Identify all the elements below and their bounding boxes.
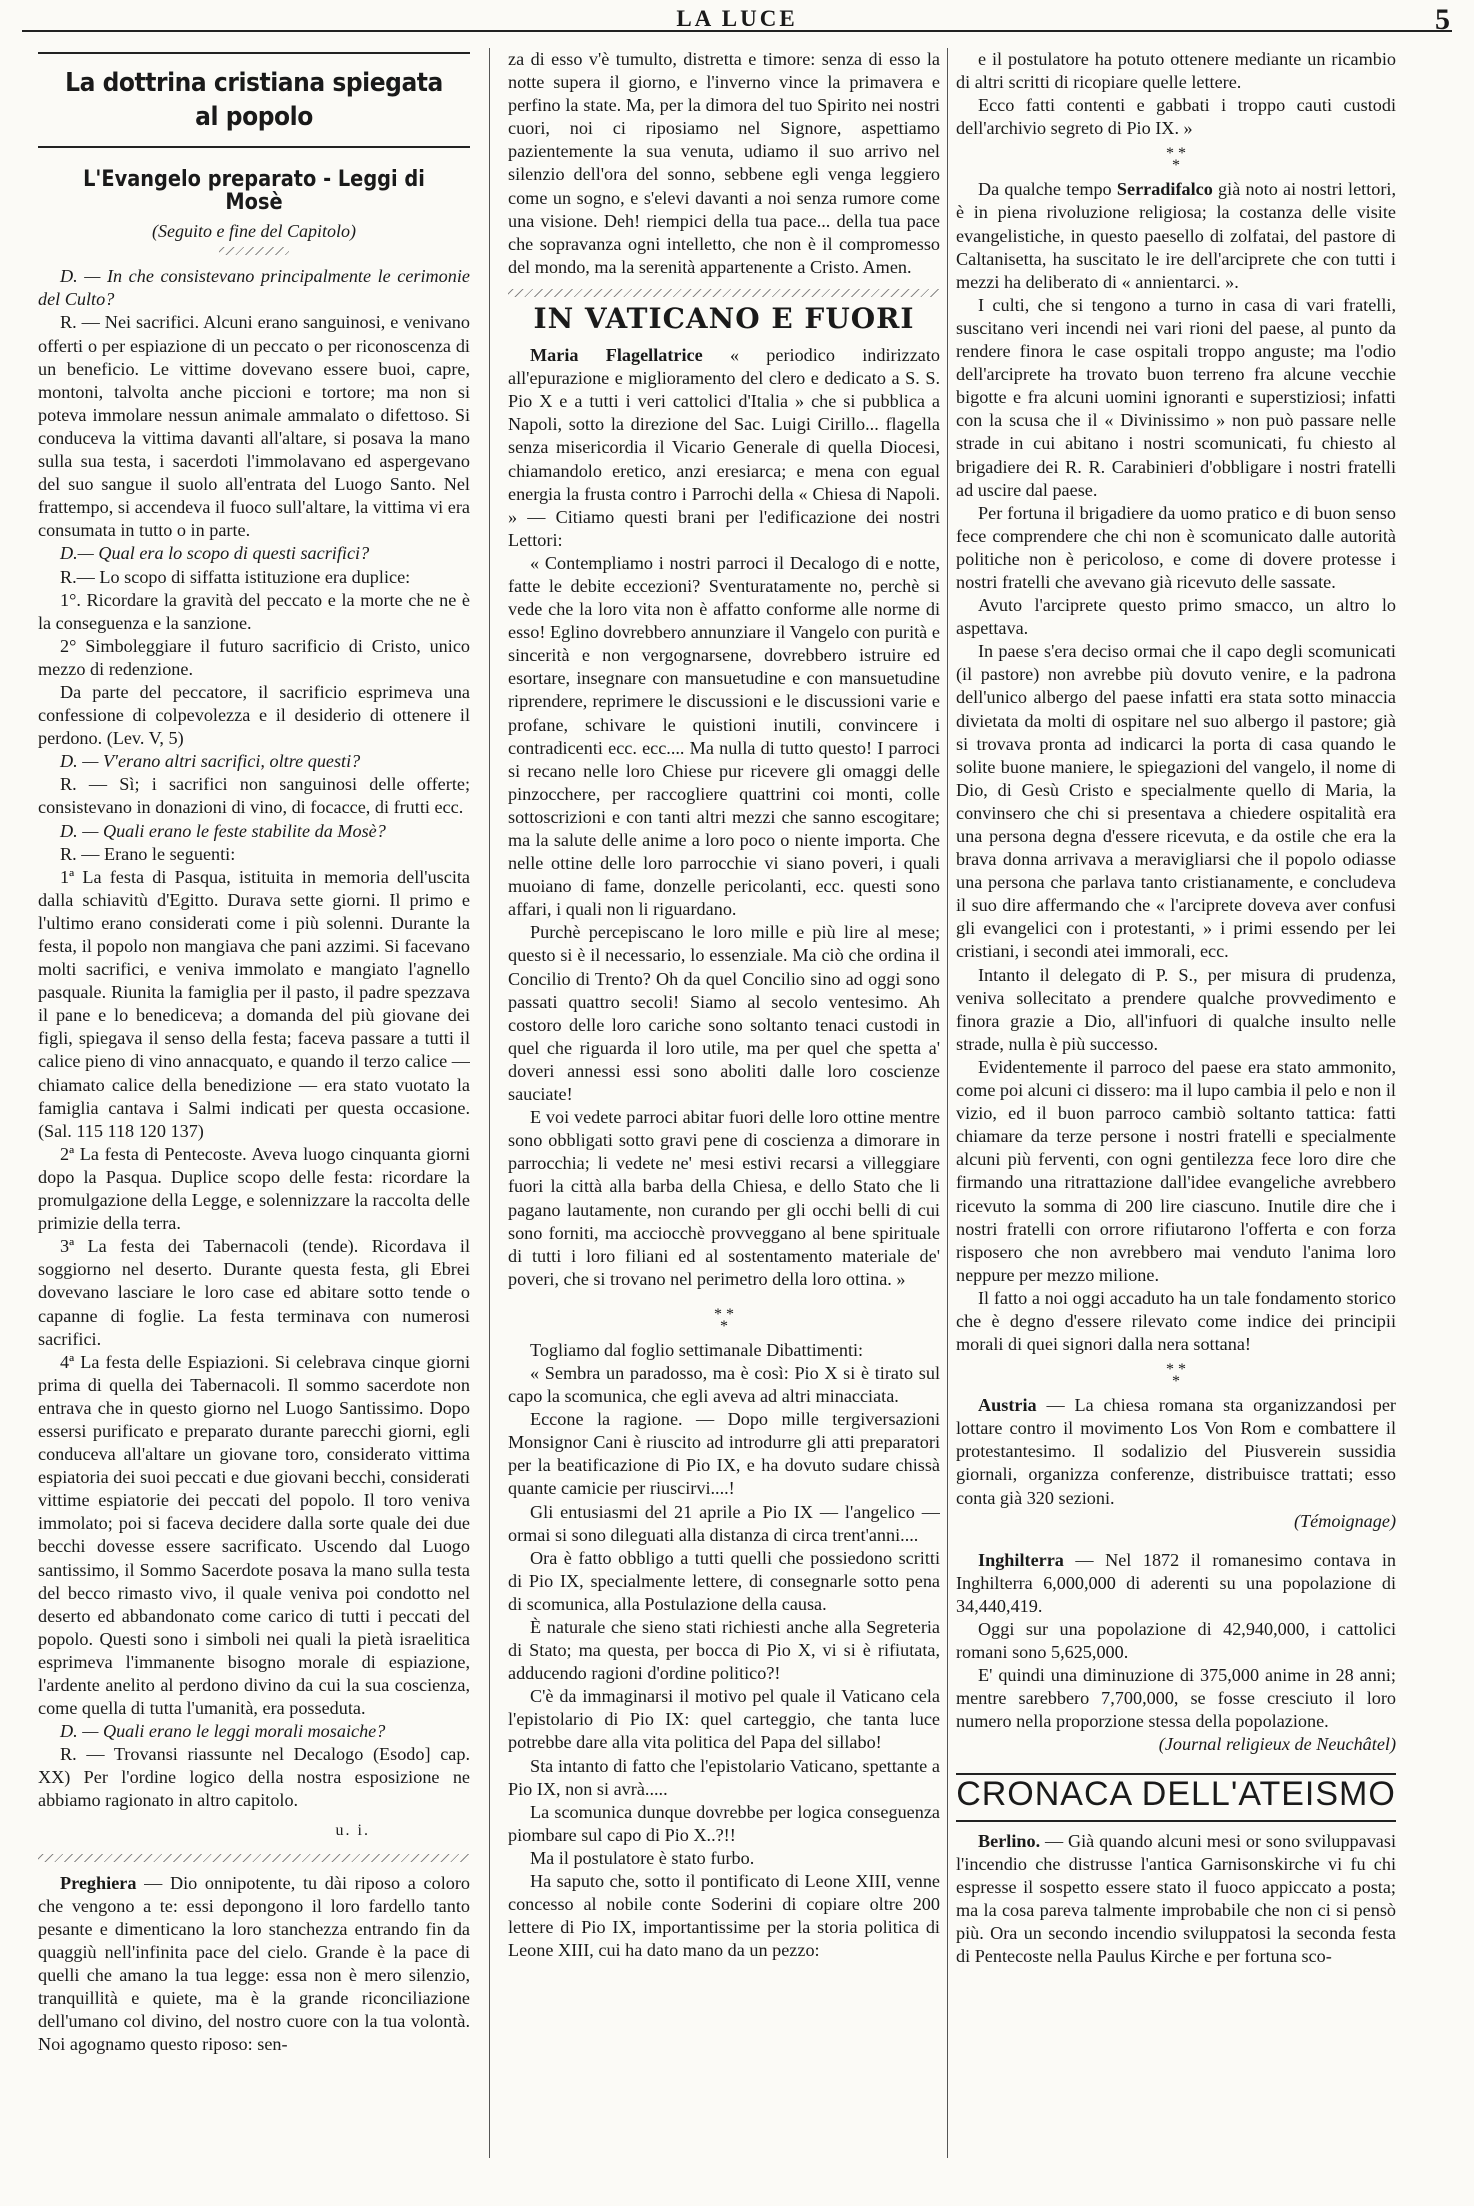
body-paragraph: Gli entusiasmi del 21 aprile a Pio IX — l'angelico — ormai si sono dileguati alla distanza di circa trent'anni.... (508, 1501, 940, 1545)
column-3 (956, 48, 1396, 2188)
headline-rule (38, 52, 470, 54)
austria-lead: Austria (978, 1395, 1037, 1416)
berlino-paragraph (956, 1830, 1396, 1969)
doctrine-paragraph: 1ª La festa di Pasqua, istituita in memoria dell'uscita dalla schiavitù d'Egitto. Durava sette giorni. Il primo e l'ultimo erano considerati come i più solenni. Durante la festa, il popolo non mangiava che pani azzimi. Si facevano molti sacrifici, e veniva immolato e mangiato l'agnello pasquale. Riunita la famiglia per il pasto, il padre spezzava il pane e lo benediceva; a domanda del più giovane dei figli, spiegava il senso della festa; faceva passare a tutti il calice pieno di vino annacquato, e quando il terzo calice — chiamato calice della benedizione — era stato vuotato la famiglia cantava i Salmi indicati per questa occasione. (Sal. 115 118 120 137) (38, 866, 470, 1141)
doctrine-paragraph: D. — Quali erano le feste stabilite da Mosè? (60, 820, 386, 841)
body-paragraph: e il postulatore ha potuto ottenere mediante un ricambio di altri scritti di ricopiare quelle lettere. (956, 49, 1396, 93)
body-paragraph: In paese s'era deciso ormai che il capo degli scomunicati (il pastore) non avrebbe più dovuto venire, e la padrona dell'unico albergo del paese infatti era stata sotto minaccia divietata da molti di ospitare nel suo albergo il pastore; già si trovava pronta ad indicarci la porta di casa quando le solite buone maniere, le spiegazioni del vangelo, il nome di Dio, di Gesù Cristo e specialmente quello di Maria, la convinsero che chi si presentava a chiedere ospitalità era una persona degna d'essere ricevuta, e da ostile che era la brava donna arrivava a meravigliarsi che il popolo odiasse una persona che parlava tanto cristianamente, e concludeva il suo dire affermando che « l'arciprete doveva aver confusi gli evangelici con i protestanti, » i primi essendo per lei cristiani, i secondi atei immorali, ecc. (956, 641, 1396, 962)
doctrine-paragraph: D. — In che consistevano principalmente le cerimonie del Culto? (38, 266, 470, 310)
preghiera-lead: Preghiera (60, 1872, 137, 1893)
body-paragraph: za di esso v'è tumulto, distretta e timore: senza di esso la notte supera il giorno, e l'inverno vince la primavera e perfino la state. Ma, per la dimora del tuo Spirito nei nostri cuori, noi ci riposiamo nel Signore, aspettiamo pazientemente la sua venuta, udiamo il suo arrivo nel silenzio dell'ora del sonno, sebbene egli venga leggiero come un sogno, e s'elevi davanti a noi senza rumore come una visione. Deh! riempici della tua pace... della tua pace che sopravanza ogni intelletto, che non è il compromesso del mondo, ma la serenità appartenente a Cristo. Amen. (508, 49, 940, 277)
inghilterra-body (956, 1618, 1396, 1733)
body-paragraph: Evidentemente il parroco del paese era stato ammonito, come poi alcuni ci dissero: ma il lupo cambia il pelo e non il vizio, ed il buon parroco cambiò soltanto tattica: fatti chiamare da terze persone i nostri fratelli e specialmente alcuni più ferventi, con ogni gentilezza fece loro dire che firmando una ritrattazione dall'idee evangeliche avrebbero ricevuto la somma di 200 lire ciascuno. Inutile dire che i nostri fratelli con orrore rifiutarono l'offerta e con forza risposero che non avrebbero mai venduto l'anima loro neppure per mezzo milione. (956, 1056, 1396, 1285)
doctrine-paragraph: 2° Simboleggiare il futuro sacrificio di Cristo, unico mezzo di redenzione. (38, 635, 470, 679)
doctrine-paragraph: 4ª La festa delle Espiazioni. Si celebrava cinque giorni prima di quella dei Tabernacoli. Il sommo sacerdote non entrava che in questo giorno nel Luogo Santissimo. Dopo essersi purificato e preparato durante parecchi giorni, egli conduceva all'altare un giovane toro, considerato vittima espiatoria dei suoi peccati e due giovani becchi, considerati vittime espiatorie dei peccati del popolo. Il toro veniva immolato; poi si faceva decidere dalla sorte quale dei due becchi dovesse essere sacrificato. Uscendo dal Luogo santissimo, il Sommo Sacerdote posava la mano sulla testa del becco rimasto vivo, il quale veniva poi condotto nel deserto ed abbandonato come carico di tutti i peccati del popolo. Questi sono i simboli nei quali la pietà israelitica esprimeva l'immanente bisogno morale di espiazione, l'ardente anelito al perdono divino da cui la sua coscienza, come quella di tutta l'umanità, era posseduta. (38, 1351, 470, 1719)
doctrine-paragraph: R.— Lo scopo di siffatta istituzione era duplice: (60, 566, 411, 587)
maria-text: « periodico indirizzato all'epurazione e miglioramento del clero e dedicato a S. S. Pio X e a tutti i veri cattolici d'Italia » che si pubblica a Napoli, sotto la direzione del Sac. Luigi Cirillo... flagella senza misericordia il Vicario Generale di quella Diocesi, chiamandolo eretico, anzi eresiarca; e mena con egual energia la frusta contro i Parrochi della « Chiesa di Napoli. » — Citiamo questi brani per l'edificazione dei nostri Lettori: (508, 345, 940, 550)
asterism: * * * (1166, 1361, 1186, 1391)
column-2 (508, 48, 940, 2188)
preghiera-text: — Dio onnipotente, tu dài riposo a coloro che vengono a te: essi depongono il loro fardello tanto pesante e dimenticano la loro stanchezza entrando fin da quaggiù nell'infinita pace del cielo. Grande è la pace di quelli che amano la tua legge: essa non è mero silenzio, tranquillità e quiete, ma è la grande riconciliazione dell'umano col divino, del nostro cuore con la tua volontà. Noi agognamo questo riposo: sen- (38, 1872, 470, 2055)
preghiera-continuation (508, 48, 940, 279)
doctrine-headline: La dottrina cristiana spiegata al popolo (65, 68, 443, 132)
doctrine-body (38, 265, 470, 1812)
headline-rule (38, 146, 470, 148)
body-paragraph: Ora è fatto obbligo a tutti quelli che possiedono scritti di Pio IX, specialmente lettere, di consegnarle sotto pena di scomunica, alla Postulazione della causa. (508, 1547, 940, 1614)
asterism: * * * (714, 1305, 734, 1335)
serradifalco-body (956, 294, 1396, 1356)
headline-rule (956, 1820, 1396, 1822)
austria-paragraph (956, 1394, 1396, 1509)
body-paragraph: I culti, che si tengono a turno in casa di vari fratelli, suscitano veri incendi nei vari rioni del paese, al punto da rendere finora le case ospitali troppo anguste; ma l'odio dell'arciprete ha trovato buon terreno fra alcune vecchie bigotte e fra alcuni uomini ignoranti e superstiziosi; infatti con la scusa che il « Divinissimo » non può passare nelle strade in cui abitano i nostri scomunicati, fu chiesto al brigadiere dei R. R. Carabinieri d'obbligare i nostri fratelli ad uscire dal paese. (956, 294, 1396, 500)
body-paragraph: La scomunica dunque dovrebbe per logica conseguenza piombare sul capo di Pio X..?!! (508, 1801, 940, 1845)
doctrine-paragraph: R. — Trovansi riassunte nel Decalogo (Esodo] cap. XX) Per l'ordine logico della nostra esposizione ne abbiamo ragionato in altro capitolo. (38, 1744, 470, 1811)
doctrine-paragraph: R. — Sì; i sacrifici non sanguinosi delle offerte; consistevano in donazioni di vino, di focacce, di frutti ecc. (38, 774, 470, 818)
body-paragraph: Oggi sur una popolazione di 42,940,000, i cattolici romani sono 5,625,000. (956, 1619, 1396, 1663)
doctrine-paragraph: 2ª La festa di Pentecoste. Aveva luogo cinquanta giorni dopo la Pasqua. Duplice scopo delle festa: ricordare la promulgazione della Legge, e solennizzare la raccolta delle primizie della terra. (38, 1143, 470, 1234)
vatican-headline: IN VATICANO E FUORI (533, 301, 915, 335)
dibattimenti-article (508, 1339, 940, 1963)
body-paragraph: Il fatto a noi oggi accaduto ha un tale fondamento storico che è degno d'essere rilevato come indice dei principii morali di quei signori dalla nera sottana! (956, 1287, 1396, 1355)
ornament-divider (219, 247, 289, 255)
body-paragraph: Togliamo dal foglio settimanale Dibattimenti: (530, 1339, 864, 1360)
body-paragraph: Sta intanto di fatto che l'epistolario Vaticano, spettante a Pio IX, non si avrà..... (508, 1755, 940, 1799)
preghiera-paragraph (38, 1872, 470, 2057)
body-paragraph: Eccone la ragione. — Dopo mille tergiversazioni Monsignor Cani è riuscito ad introdurre gli atti preparatori per la beatificazione di Pio IX, e ha dovuto sudare chissà quante camicie per riuscirvi....! (508, 1409, 940, 1499)
inghilterra-paragraph (956, 1549, 1396, 1618)
body-paragraph: C'è da immaginarsi il motivo pel quale il Vaticano cela l'epistolario di Pio IX: quel carteggio, che tanta luce potrebbe dare alla vita politica del Papa del sillabo! (508, 1686, 940, 1753)
cronaca-headline: CRONACA DELL'ATEISMO (956, 1774, 1396, 1813)
ornament-divider (508, 289, 940, 297)
doctrine-paragraph: R. — Nei sacrifici. Alcuni erano sanguinosi, e venivano offerti o per espiazione di un peccato o per riconoscenza di un beneficio. Le vittime dovevano essere buoi, capre, montoni, talvolta anche piccioni e tortore; ma non si poteva immolare nessun animale ammalato o difettoso. Si conduceva la vittima davanti all'altare, si posava la mano sulla sua testa, i sacerdoti l'immolavano ed aspergevano del suo sangue il suolo all'entrata del Luogo Santo. Nel frattempo, si accendeva il fuoco sull'altare, la vittima vi era consumata in tutto o in parte. (38, 312, 470, 541)
pio-continuation (956, 48, 1396, 140)
body-paragraph: Purchè percepiscano le loro mille e più lire al mese; questo si è il necessario, lo essenziale. Ma ciò che ordina il Concilio di Trento? Oh da quel Concilio sino ad oggi sono passati quattro secoli! Siamo al secolo ventesimo. Ah costoro delle loro cariche sono soltanto tenaci custodi in quel che riguarda il loro utile, ma per quel che spetta a' doveri annessi essi sono aboliti dalle loro coscienze sauciate! (508, 922, 940, 1105)
column-1 (38, 48, 470, 2188)
body-paragraph: E' quindi una diminuzione di 375,000 anime in 28 anni; mentre sarebbero 7,700,000, se fosse cresciuto il loro numero nella proporzione stessa della popolazione. (956, 1665, 1396, 1732)
austria-source: (Témoignage) (1293, 1510, 1396, 1531)
berlino-text: — Già quando alcuni mesi or sono sviluppavasi l'incendio che distrusse l'antica Garnisonskirche vi fu chi espresse il sospetto essere stato il fuoco appiccato a posta; ma la cosa pareva talmente improbabile che non ci si pensò più. Ora un secondo incendio sviluppatosi la seconda festa di Pentecoste nella Paulus Kirche e per fortuna sco- (956, 1830, 1396, 1967)
ornament-divider (38, 1854, 470, 1862)
body-paragraph: Ha saputo che, sotto il pontificato di Leone XIII, venne concesso al nobile conte Soderini di copiare oltre 200 lettere di Pio IX, importantissime per la storia politica di Leone XIII, cui ha dato mano da un pezzo: (508, 1871, 940, 1961)
body-paragraph: « Sembra un paradosso, ma è così: Pio X si è tirato sul capo la scomunica, che egli aveva ad altri minacciata. (508, 1362, 940, 1407)
doctrine-paragraph: D. — Quali erano le leggi morali mosaiche? (60, 1721, 386, 1742)
newspaper-title: LA LUCE (676, 6, 798, 31)
doctrine-paragraph: D. — V'erano altri sacrifici, oltre questi? (60, 751, 361, 772)
column-divider (489, 48, 490, 2158)
berlino-lead: Berlino. (978, 1830, 1041, 1851)
column-divider (947, 48, 948, 2158)
doctrine-paragraph: Da parte del peccatore, il sacrificio esprimeva una confessione di colpevolezza e il desiderio di ottenere il perdono. (Lev. V, 5) (38, 681, 470, 749)
doctrine-paragraph: 1°. Ricordare la gravità del peccato e la morte che ne è la conseguenza e la sanzione. (38, 589, 470, 633)
serradifalco-lead: Serradifalco (1116, 179, 1213, 200)
doctrine-subtitle: (Seguito e fine del Capitolo) (152, 221, 356, 242)
inghilterra-text: — Nel 1872 il romanesimo contava in Inghilterra 6,000,000 di aderenti su una popolazione di 34,440,419. (956, 1549, 1396, 1616)
body-paragraph: Intanto il delegato di P. S., per misura di prudenza, veniva sollecitato a prendere qualche provvedimento e finora grazie a Dio, all'infuori di qualche insulto nelle strade, nulla è più successo. (956, 964, 1396, 1054)
inghilterra-source: (Journal religieux de Neuchâtel) (1158, 1734, 1396, 1755)
page-number: 5 (1435, 3, 1450, 36)
body-paragraph: Per fortuna il brigadiere da uomo pratico e di buon senso fece comprendere che chi non è scomunicato dalle autorità politiche non è pericoloso, e come di dovere protesse i nostri fratelli che avevano già ricevuto delle sassate. (956, 502, 1396, 592)
maria-lead: Maria Flagellatrice (530, 345, 703, 366)
maria-quote (508, 552, 940, 1291)
article-signature: u. i. (335, 1821, 370, 1839)
doctrine-paragraph: R. — Erano le seguenti: (60, 843, 236, 864)
body-paragraph: Ma il postulatore è stato furbo. (530, 1847, 755, 1868)
maria-paragraph (508, 344, 940, 552)
serra-text: già noto ai nostri lettori, è in piena rivoluzione religiosa; la costanza delle visite evangelistiche, in questo paesello di zolfatai, del pastore di Caltanisetta, ha suscitato le ire dell'arciprete che con tutti i mezzi ha deliberato di « annientarci. ». (956, 179, 1396, 292)
body-paragraph: « Contempliamo i nostri parroci il Decalogo di e notte, fatte le debite eccezioni? Sventuratamente no, perchè si vede che la loro vita non è affatto conforme alle norme di esso! Eglino dovrebbero annunziare il Vangelo con purità e sincerità e non vergognarsene, dovrebbero istruire ed esortare, insegnare con mansuetudine e con mansuetudine riprendere, reprimere le discussioni e le discussioni varie e profane, schivare le quistioni inutili, convincere i contradicenti ecc. ecc.... Ma nulla di tutto questo! I parroci si recano nelle loro Chiese pur ricevere gli omaggi delle pinzocchere, per raccogliere quattrini coi monti, colle sottoscrizioni e con tanti altri mezzi che sanno escogitare; ma la salute delle anime a loro poco o niente importa. Che nelle ottine delle loro parrocchie vi siano poveri, i quali muoiano di fame, donzelle pericolanti, ecc. questi sono affari, i quali non li riguardano. (508, 552, 940, 920)
asterism: * * * (1166, 145, 1186, 175)
body-paragraph: È naturale che sieno stati richiesti anche alla Segreteria di Stato; ma questa, per bocca di Pio X, vi si è rifiutata, adducendo ragioni d'ordine politico?! (508, 1617, 940, 1684)
masthead (22, 0, 1452, 36)
doctrine-paragraph: D.— Qual era lo scopo di questi sacrifici? (60, 543, 370, 564)
serradifalco-paragraph (956, 178, 1396, 293)
body-paragraph: Ecco fatti contenti e gabbati i troppo cauti custodi dell'archivio segreto di Pio IX. » (956, 95, 1396, 139)
serra-pre: Da qualche tempo (978, 179, 1117, 200)
body-paragraph: Avuto l'arciprete questo primo smacco, un altro lo aspettava. (956, 595, 1396, 639)
doctrine-paragraph: 3ª La festa dei Tabernacoli (tende). Ricordava il soggiorno nel deserto. Durante questa festa, gli Ebrei dovevano lasciare le loro case ed abitare sotto tende o capanne di foglie. La festa terminava con numerosi sacrifici. (38, 1236, 470, 1349)
body-paragraph: E voi vedete parroci abitar fuori delle loro ottine mentre sono obbligati sotto gravi pene di coscienza a dimorare in parrocchia; li vedete ne' mesi estivi recarsi a villeggiare fuori la città alla barba della Chiesa, e dello Stato che li pagano lautamente, non curando per gli occhi belli di cui sono forniti, ma acciocchè provveggano al bene spirituale di tutti i loro filiani ed al sostentamento materiale de' poveri, che si trovano nel perimetro della loro ottina. » (508, 1107, 940, 1289)
doctrine-subheadline: L'Evangelo preparato - Leggi di Mosè (83, 167, 425, 216)
austria-text: — La chiesa romana sta organizzandosi per lottare contro il movimento Los Von Rom e combattere il protestantesimo. Il sodalizio del Piusverein sussidia giornali, organizza conferenze, distribuisce trattati; esso conta già 320 sezioni. (956, 1395, 1396, 1508)
inghilterra-lead: Inghilterra (978, 1549, 1064, 1570)
